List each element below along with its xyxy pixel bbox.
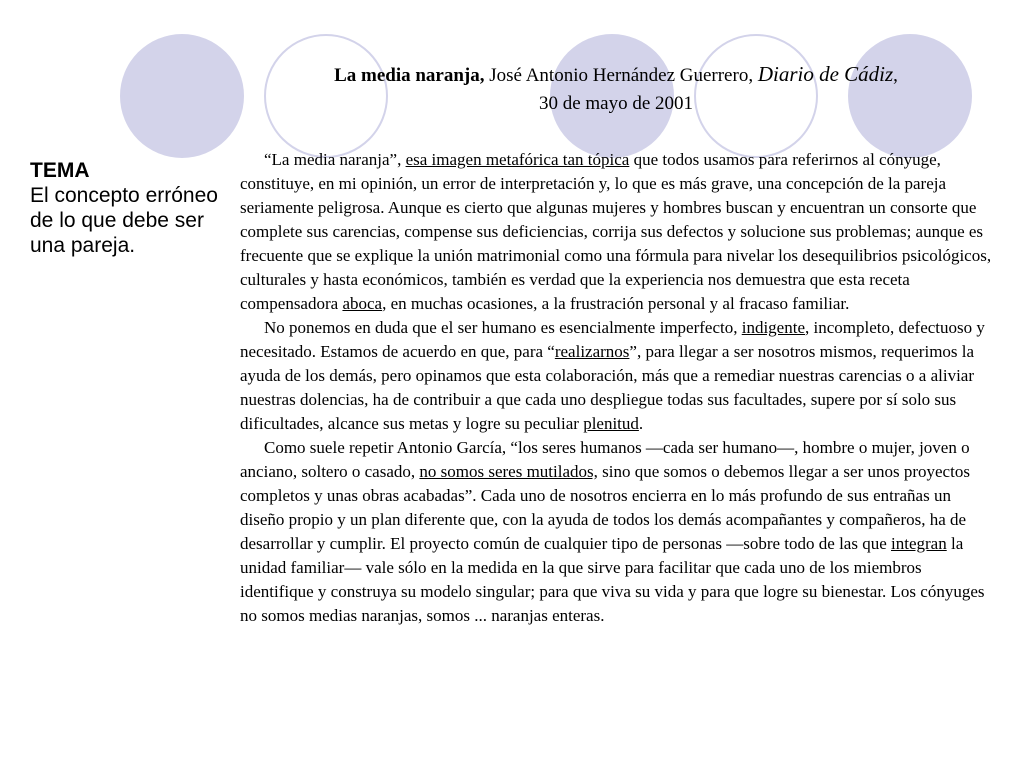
text-run: sino que somos o debemos llegar a ser unos proyectos completos y unas obras acabadas”. Cada uno de nosotros encierra en lo más profundo de sus entrañas un diseño propio y un plan diferente que, con la ayuda de todos los demás acompañantes y compañeros, ha de desarrollar y cumplir. El proyecto común de cualquier tipo de personas —sobre todo de las que: [240, 462, 970, 553]
text-run: “La media naranja”,: [264, 150, 406, 169]
underlined-word: integran: [891, 534, 947, 553]
article-date: 30 de mayo de 2001: [538, 93, 694, 114]
newspaper-name: Diario de Cádiz: [757, 62, 894, 86]
text-run: ”, para llegar a ser nosotros mismos, requerimos la ayuda de los demás, pero opinamos que esta colaboración, más que a remediar nuestras carencias o a aliviar nuestras dolencias, ha de contribuir a que cada uno despliegue todas sus facultades, supere por sí solo sus dificultades, alcance sus metas y logre su peculiar: [240, 342, 975, 433]
topic-box: [30, 158, 220, 258]
underlined-word: realizarnos: [554, 342, 630, 361]
text-run: , en muchas ocasiones, a la frustración personal y al fracaso familiar.: [382, 294, 850, 313]
paragraph-3: [240, 436, 992, 628]
article-author: José Antonio Hernández Guerrero,: [489, 65, 754, 86]
topic-heading: TEMA: [30, 159, 90, 182]
text-run: la unidad familiar— vale sólo en la medida en la que sirve para facilitar que cada uno de los miembros identifique y construya su modelo singular; para que viva su vida y para que logre su bienestar. Los cónyuges no somos medias naranjas, somos ... naranjas enteras.: [240, 534, 985, 625]
text-run: Como suele repetir Antonio García, “los seres humanos —cada ser humano—, hombre o mujer, joven o anciano, soltero o casado,: [240, 438, 970, 481]
paragraph-1: [240, 148, 992, 316]
underlined-word: indigente: [741, 318, 805, 337]
article-title: La media naranja,: [334, 65, 485, 86]
text-run: .: [638, 414, 644, 433]
text-run: No ponemos en duda que el ser humano es esencialmente imperfecto,: [264, 318, 742, 337]
underlined-word: plenitud: [583, 414, 639, 433]
underlined-phrase: esa imagen metafórica tan tópica: [405, 150, 630, 169]
underlined-phrase: no somos seres mutilados,: [419, 462, 598, 481]
header-comma: ,: [893, 65, 898, 86]
article-body: [240, 148, 992, 628]
text-run: que todos usamos para referirnos al cónyuge, constituye, en mi opinión, un error de interpretación y, lo que es más grave, una concepción de la pareja seriamente peligrosa. Aunque es cierto que algunas mujeres y hombres buscan y encuentran un consorte que complete sus carencias, compense sus deficiencias, corrija sus defectos y solucione sus problemas; aunque es frecuente que se explique la unión matrimonial como una fórmula para nivelar los desequilibrios psicológicos, culturales y hasta económicos, también es verdad que la experiencia nos demuestra que esta receta compensadora: [240, 150, 992, 313]
article-header: [258, 60, 974, 118]
underlined-word: aboca: [342, 294, 383, 313]
topic-text: El concepto erróneo de lo que debe ser una pareja.: [30, 184, 218, 257]
decorative-circle-1: [120, 34, 244, 158]
paragraph-2: [240, 316, 992, 436]
text-run: , incompleto, defectuoso y necesitado. Estamos de acuerdo en que, para “: [240, 318, 985, 361]
